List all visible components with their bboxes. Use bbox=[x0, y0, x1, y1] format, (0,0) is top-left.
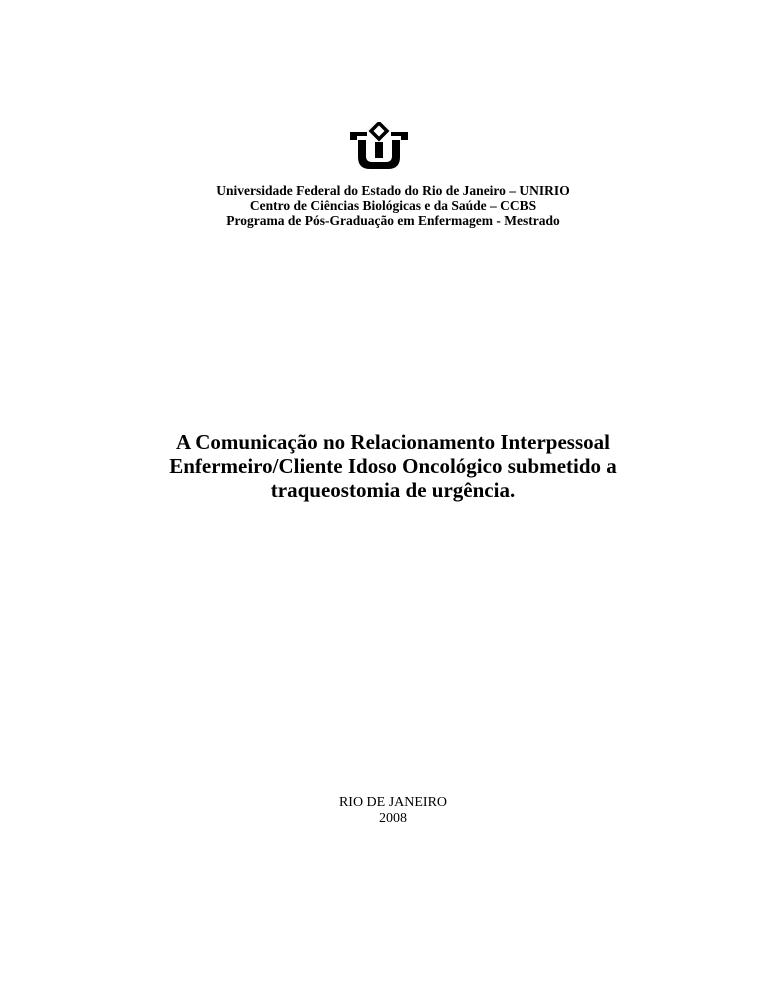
university-name: Universidade Federal do Estado do Rio de Janeiro – UNIRIO bbox=[216, 183, 570, 198]
publication-year: 2008 bbox=[379, 811, 407, 826]
cover-footer bbox=[0, 795, 768, 827]
title-line-3: traqueostomia de urgência. bbox=[270, 478, 516, 502]
center-name: Centro de Ciências Biológicas e da Saúde – CCBS bbox=[249, 198, 537, 213]
title-line-1: A Comunicação no Relacionamento Interpessoal bbox=[176, 430, 610, 454]
unirio-logo-icon bbox=[347, 122, 411, 170]
title-line-2: Enfermeiro/Cliente Idoso Oncológico submetido a bbox=[169, 454, 617, 478]
thesis-title bbox=[0, 430, 768, 502]
program-name: Programa de Pós-Graduação em Enfermagem - Mestrado bbox=[226, 213, 560, 228]
city-name: RIO DE JANEIRO bbox=[338, 795, 448, 810]
institution-header bbox=[0, 183, 768, 228]
